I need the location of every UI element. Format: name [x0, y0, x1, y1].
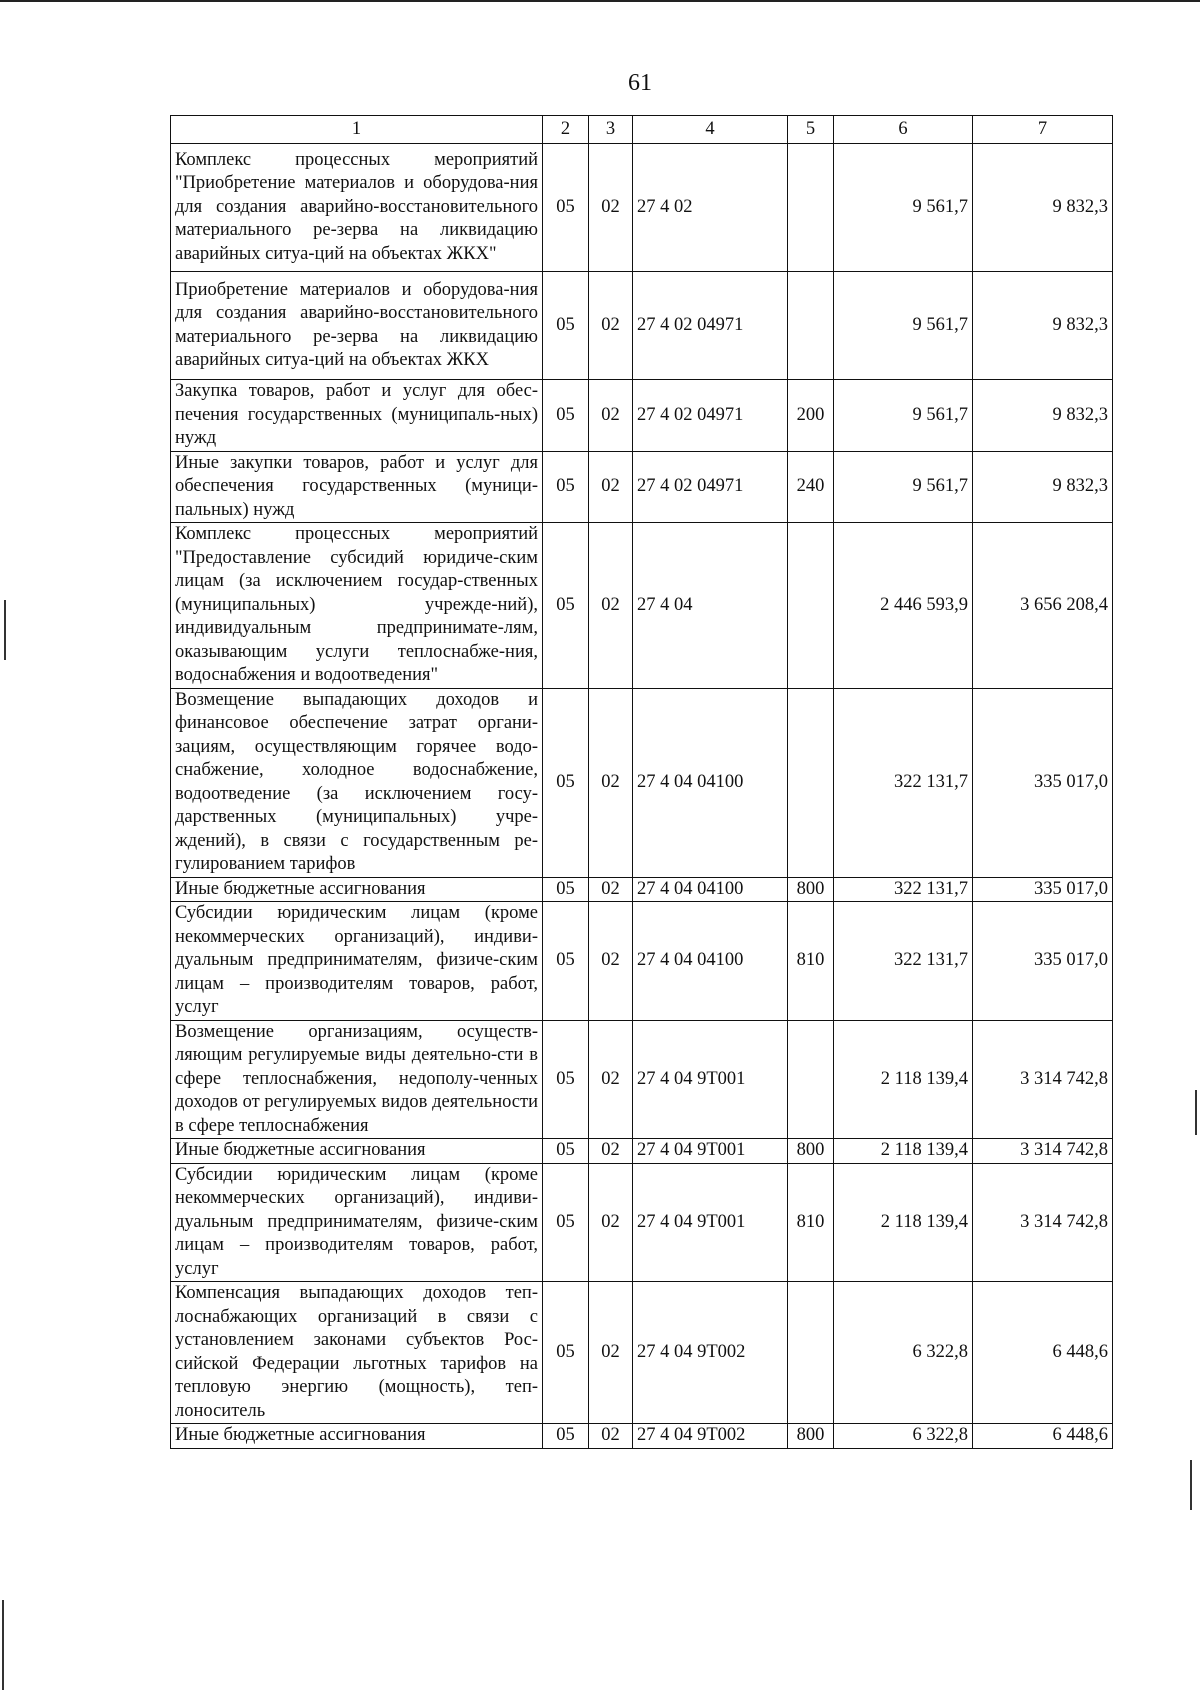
row-amount-year-1: 9 561,7	[834, 451, 973, 523]
row-amount-year-2: 3 314 742,8	[973, 1163, 1113, 1282]
table-body	[171, 144, 1113, 1449]
row-name: Комплекс процессных мероприятий "Приобретение материалов и оборудова-ния для создания аварийно-восстановительного материального ре-зерва на ликвидацию аварийных ситуа-ций на объектах ЖКХ"	[171, 144, 543, 272]
row-subsection-code: 02	[589, 523, 633, 689]
table-row	[171, 272, 1113, 380]
row-target-article: 27 4 04 04100	[633, 902, 788, 1021]
row-amount-year-1: 9 561,7	[834, 144, 973, 272]
row-amount-year-2: 3 656 208,4	[973, 523, 1113, 689]
row-expense-type: 810	[788, 1163, 834, 1282]
row-name: Приобретение материалов и оборудова-ния для создания аварийно-восстановительного материального ре-зерва на ликвидацию аварийных ситуа-ций на объектах ЖКХ	[171, 272, 543, 380]
row-amount-year-1: 9 561,7	[834, 272, 973, 380]
scan-margin-mark	[2, 1600, 4, 1690]
row-amount-year-2: 335 017,0	[973, 877, 1113, 902]
row-target-article: 27 4 04 9Т002	[633, 1282, 788, 1424]
column-header-1: 1	[171, 116, 543, 144]
row-expense-type: 800	[788, 1424, 834, 1449]
row-amount-year-2: 335 017,0	[973, 902, 1113, 1021]
row-amount-year-1: 322 131,7	[834, 877, 973, 902]
row-expense-type	[788, 523, 834, 689]
row-subsection-code: 02	[589, 1139, 633, 1164]
row-amount-year-1: 9 561,7	[834, 380, 973, 452]
row-target-article: 27 4 04 9Т001	[633, 1139, 788, 1164]
budget-table	[170, 115, 1113, 1449]
row-name: Закупка товаров, работ и услуг для обес-печения государственных (муниципаль-ных) нужд	[171, 380, 543, 452]
row-name: Возмещение организациям, осуществ-ляющим регулируемые виды деятельно-сти в сфере теплоснабжения, недополу-ченных доходов от регулируемых видов деятельности в сфере теплоснабжения	[171, 1020, 543, 1139]
row-section-code: 05	[543, 380, 589, 452]
row-name: Компенсация выпадающих доходов теп-лоснабжающих организаций в связи с установлением законами субъектов Рос-сийской Федерации льготных тарифов на тепловую энергию (мощность), теп-лоноситель	[171, 1282, 543, 1424]
table-row	[171, 523, 1113, 689]
row-section-code: 05	[543, 451, 589, 523]
row-expense-type: 810	[788, 902, 834, 1021]
row-expense-type: 200	[788, 380, 834, 452]
row-expense-type: 240	[788, 451, 834, 523]
row-amount-year-2: 9 832,3	[973, 380, 1113, 452]
row-target-article: 27 4 04 04100	[633, 877, 788, 902]
row-amount-year-2: 9 832,3	[973, 144, 1113, 272]
row-amount-year-1: 322 131,7	[834, 688, 973, 877]
row-section-code: 05	[543, 1139, 589, 1164]
row-target-article: 27 4 02 04971	[633, 451, 788, 523]
scan-top-edge	[0, 0, 1200, 2]
row-section-code: 05	[543, 1424, 589, 1449]
row-section-code: 05	[543, 523, 589, 689]
row-target-article: 27 4 02 04971	[633, 380, 788, 452]
row-name: Субсидии юридическим лицам (кроме некоммерческих организаций), индиви-дуальным предпринимателям, физиче-ским лицам – производителям товаров, работ, услуг	[171, 1163, 543, 1282]
row-amount-year-1: 2 118 139,4	[834, 1163, 973, 1282]
row-subsection-code: 02	[589, 272, 633, 380]
row-name: Субсидии юридическим лицам (кроме некоммерческих организаций), индиви-дуальным предпринимателям, физиче-ским лицам – производителям товаров, работ, услуг	[171, 902, 543, 1021]
table-row	[171, 1163, 1113, 1282]
row-subsection-code: 02	[589, 1163, 633, 1282]
scan-margin-mark	[1195, 1090, 1197, 1135]
column-header-2: 2	[543, 116, 589, 144]
scan-margin-mark	[4, 600, 6, 660]
row-section-code: 05	[543, 688, 589, 877]
table-row	[171, 1020, 1113, 1139]
column-header-6: 6	[834, 116, 973, 144]
row-subsection-code: 02	[589, 877, 633, 902]
row-subsection-code: 02	[589, 902, 633, 1021]
row-section-code: 05	[543, 877, 589, 902]
column-header-3: 3	[589, 116, 633, 144]
row-target-article: 27 4 02	[633, 144, 788, 272]
table-row	[171, 877, 1113, 902]
row-name: Иные закупки товаров, работ и услуг для обеспечения государственных (муници-пальных) нужд	[171, 451, 543, 523]
table-row	[171, 688, 1113, 877]
row-expense-type	[788, 272, 834, 380]
column-header-4: 4	[633, 116, 788, 144]
table-header-row	[171, 116, 1113, 144]
row-amount-year-2: 6 448,6	[973, 1424, 1113, 1449]
row-subsection-code: 02	[589, 144, 633, 272]
row-section-code: 05	[543, 1282, 589, 1424]
row-subsection-code: 02	[589, 1424, 633, 1449]
row-target-article: 27 4 04 9Т001	[633, 1020, 788, 1139]
row-target-article: 27 4 02 04971	[633, 272, 788, 380]
row-subsection-code: 02	[589, 380, 633, 452]
row-target-article: 27 4 04 9Т002	[633, 1424, 788, 1449]
row-amount-year-1: 6 322,8	[834, 1424, 973, 1449]
row-amount-year-1: 6 322,8	[834, 1282, 973, 1424]
row-amount-year-1: 2 118 139,4	[834, 1139, 973, 1164]
scan-margin-mark	[1190, 1460, 1192, 1510]
row-section-code: 05	[543, 144, 589, 272]
row-subsection-code: 02	[589, 1020, 633, 1139]
row-target-article: 27 4 04 9Т001	[633, 1163, 788, 1282]
row-section-code: 05	[543, 1020, 589, 1139]
row-expense-type	[788, 688, 834, 877]
row-subsection-code: 02	[589, 451, 633, 523]
row-expense-type	[788, 1282, 834, 1424]
row-name: Иные бюджетные ассигнования	[171, 1424, 543, 1449]
row-amount-year-2: 9 832,3	[973, 272, 1113, 380]
table-row	[171, 1424, 1113, 1449]
row-expense-type	[788, 1020, 834, 1139]
row-subsection-code: 02	[589, 1282, 633, 1424]
row-target-article: 27 4 04 04100	[633, 688, 788, 877]
row-name: Иные бюджетные ассигнования	[171, 1139, 543, 1164]
table-row	[171, 451, 1113, 523]
row-amount-year-1: 2 118 139,4	[834, 1020, 973, 1139]
row-section-code: 05	[543, 1163, 589, 1282]
row-name: Иные бюджетные ассигнования	[171, 877, 543, 902]
row-amount-year-2: 335 017,0	[973, 688, 1113, 877]
page-number: 61	[628, 70, 652, 96]
row-amount-year-1: 322 131,7	[834, 902, 973, 1021]
table-row	[171, 1282, 1113, 1424]
row-target-article: 27 4 04	[633, 523, 788, 689]
row-amount-year-1: 2 446 593,9	[834, 523, 973, 689]
column-header-5: 5	[788, 116, 834, 144]
table-row	[171, 380, 1113, 452]
row-name: Возмещение выпадающих доходов и финансовое обеспечение затрат органи-зациям, осуществляющим горячее водо-снабжение, холодное водоснабжение, водоотведение (за исключением госу-дарственных (муниципальных) учре-ждений), в связи с государственным ре-гулированием тарифов	[171, 688, 543, 877]
row-name: Комплекс процессных мероприятий "Предоставление субсидий юридиче-ским лицам (за исключением государ-ственных (муниципальных) учрежде-ний), индивидуальным предпринимате-лям, оказывающим услуги теплоснабже-ния, водоснабжения и водоотведения"	[171, 523, 543, 689]
row-subsection-code: 02	[589, 688, 633, 877]
row-amount-year-2: 3 314 742,8	[973, 1139, 1113, 1164]
row-expense-type: 800	[788, 1139, 834, 1164]
row-section-code: 05	[543, 902, 589, 1021]
row-amount-year-2: 9 832,3	[973, 451, 1113, 523]
table-row	[171, 902, 1113, 1021]
column-header-7: 7	[973, 116, 1113, 144]
row-expense-type	[788, 144, 834, 272]
row-amount-year-2: 3 314 742,8	[973, 1020, 1113, 1139]
table-row	[171, 1139, 1113, 1164]
table-row	[171, 144, 1113, 272]
row-expense-type: 800	[788, 877, 834, 902]
row-section-code: 05	[543, 272, 589, 380]
row-amount-year-2: 6 448,6	[973, 1282, 1113, 1424]
